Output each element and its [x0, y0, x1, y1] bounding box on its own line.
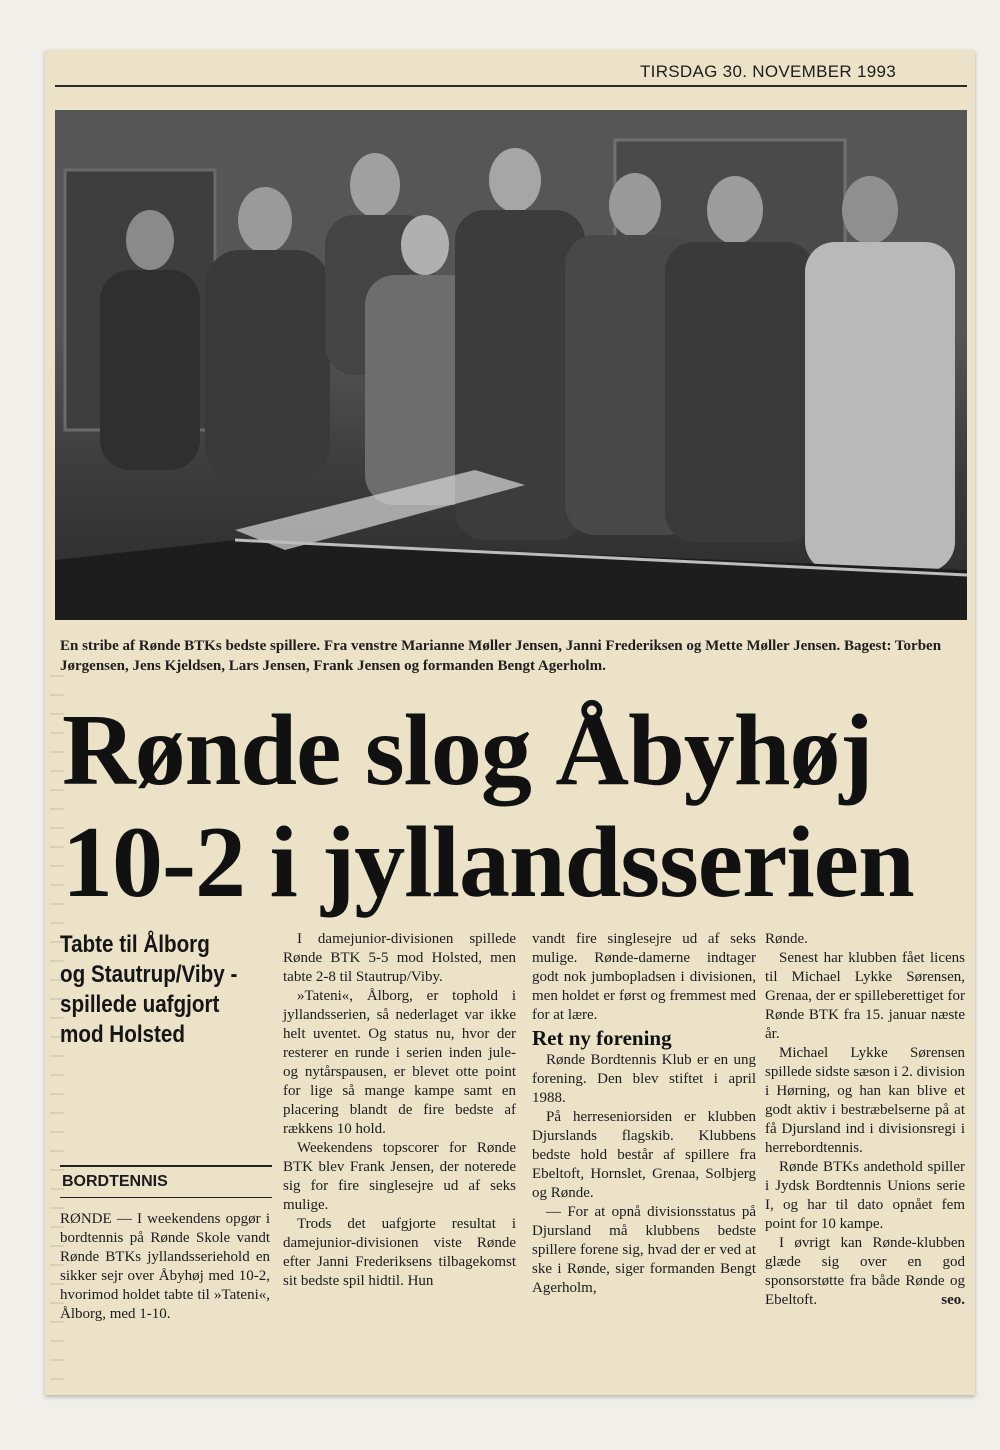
headline — [62, 695, 972, 919]
headline-line-2: 10-2 i jyllandsserien — [62, 806, 914, 919]
paragraph: Rønde BTKs andethold spiller i Jydsk Bordtennis Unions serie I, og har til dato opnået fem point for 10 kampe. — [765, 1159, 965, 1232]
subsection-heading: Ret ny forening — [532, 1026, 672, 1050]
paragraph: »Tateni«, Ålborg, er tophold i jyllandsserien, så nederlaget var ikke helt uventet. Og status nu, hvor der resterer en runde i serien inden jule- og nytårspausen, er blevet otte point for lige så mange kampe samt en placering blandt de fire bedste af rækkens 10 hold. — [283, 988, 516, 1137]
paragraph: Rønde. — [765, 931, 808, 947]
article-column-1 — [60, 1210, 270, 1324]
headline-line-1: Rønde slog Åbyhøj — [62, 694, 873, 807]
section-tag: BORDTENNIS — [60, 1165, 272, 1198]
paragraph: RØNDE — I weekendens opgør i bordtennis på Rønde Skole vandt Rønde BTKs jyllandsseriehold en sikker sejr over Åbyhøj med 10-2, hvorimod holdet tabte til »Tateni«, Ålborg, med 1-10. — [60, 1211, 270, 1322]
article-column-3 — [532, 930, 756, 1298]
article-column-2 — [283, 930, 516, 1291]
paragraph: Senest har klubben fået licens til Michael Lykke Sørensen, Grenaa, der er spilleberettiget for Rønde BTK fra 15. januar næste år. — [765, 950, 965, 1042]
paragraph-text: I øvrigt kan Rønde-klubben glæde sig over en god sponsorstøtte fra både Rønde og Ebeltoft. — [765, 1235, 965, 1308]
author-signature: seo. — [941, 1292, 965, 1308]
paragraph: I damejunior-divisionen spillede Rønde BTK 5-5 mod Holsted, men tabte 2-8 til Stautrup/Viby. — [283, 931, 516, 985]
subheadline: Tabte til Ålborg og Stautrup/Viby - spillede uafgjort mod Holsted — [60, 931, 238, 1048]
paragraph: Trods det uafgjorte resultat i damejunior-divisionen viste Rønde efter Janni Frederiksens tilbagekomst sit bedste spil hidtil. Hun — [283, 1216, 516, 1289]
paragraph: vandt fire singlesejre ud af seks mulige. Rønde-damerne indtager godt nok jumbopladsen i divisionen, men holdet er først og fremmest med for at lære. — [532, 931, 756, 1023]
dateline-rule — [55, 85, 967, 87]
paragraph: — For at opnå divisionsstatus på Djursland må klubbens bedste spillere forene sig, hvad der er ved at ske i Rønde, siger formanden Bengt Agerholm, — [532, 1204, 756, 1296]
paragraph: Weekendens topscorer for Rønde BTK blev Frank Jensen, der noterede sig for fire singlesejre ud af seks mulige. — [283, 1140, 516, 1213]
paragraph: På herreseniorsiden er klubben Djurslands flagskib. Klubbens bedste hold består af spillere fra Ebeltoft, Hornslet, Grenaa, Solbjerg og Rønde. — [532, 1109, 756, 1201]
photo-caption: En stribe af Rønde BTKs bedste spillere. Fra venstre Marianne Møller Jensen, Janni Frederiksen og Mette Møller Jensen. Bagest: Torben Jørgensen, Jens Kjeldsen, Lars Jensen, Frank Jensen og formanden Bengt Agerholm. — [60, 638, 942, 674]
paragraph: Michael Lykke Sørensen spillede sidste sæson i 2. division i Hørning, og han kan blive et godt aktiv i bestræbelserne på at få Djursland ind i divisionsregi i herrebordtennis. — [765, 1045, 966, 1156]
paragraph — [765, 1234, 965, 1310]
team-photo — [55, 110, 967, 620]
article-column-4 — [765, 930, 965, 1310]
paragraph: Rønde Bordtennis Klub er en ung forening. Den blev stiftet i april 1988. — [532, 1052, 756, 1106]
dateline: TIRSDAG 30. NOVEMBER 1993 — [640, 62, 896, 81]
team-photo-illustration — [55, 110, 967, 620]
